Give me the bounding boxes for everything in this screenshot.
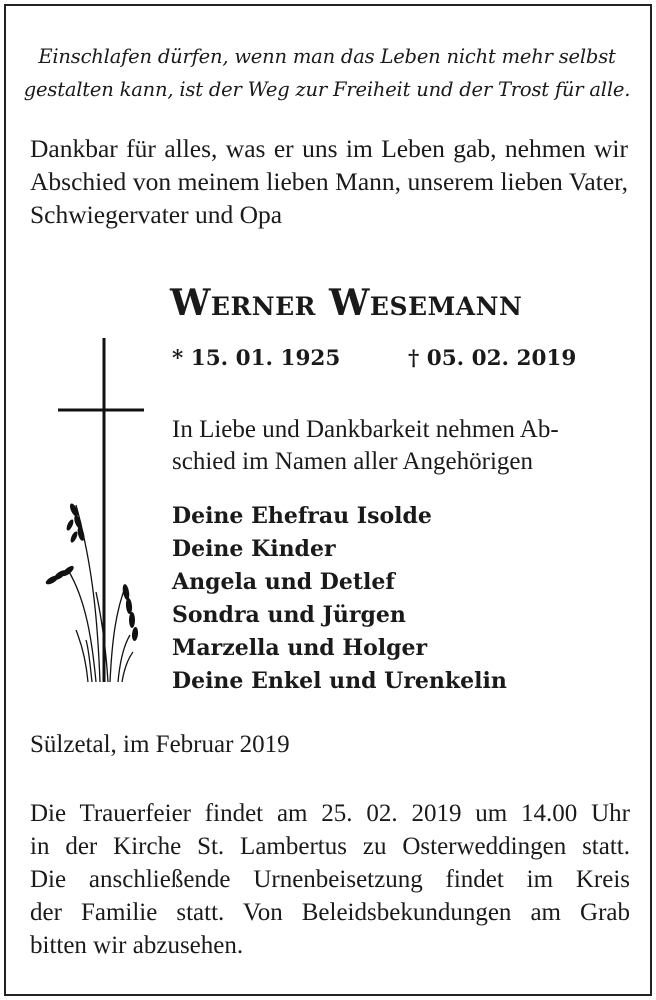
ceremony-line: Die anschließende Urnenbeisetzung findet im Kreis	[30, 866, 630, 893]
farewell-line-1: In Liebe und Dankbarkeit nehmen Ab-	[172, 416, 559, 443]
farewell-message	[172, 414, 618, 478]
family-member: Deine Enkel und Urenkelin	[172, 668, 507, 694]
family-member: Marzella und Holger	[172, 635, 428, 661]
ceremony-line: Die Trauerfeier findet am 25. 02. 2019 um 14.00 Uhr	[30, 800, 630, 827]
motto-line-1: Einschlafen dürfen, wenn man das Leben nicht mehr selbst	[38, 45, 616, 68]
motto-quote	[22, 40, 632, 106]
birth-date: * 15. 01. 1925	[172, 346, 341, 371]
family-member: Deine Kinder	[172, 536, 336, 562]
family-member: Sondra und Jürgen	[172, 602, 406, 628]
deceased-name: Werner Wesemann	[170, 282, 523, 324]
death-date: † 05. 02. 2019	[408, 346, 577, 371]
family-member: Deine Ehefrau Isolde	[172, 503, 432, 529]
cross-with-wheat-icon	[30, 330, 160, 690]
ceremony-info	[30, 797, 630, 962]
ceremony-line: in der Kirche St. Lambertus zu Osterweddingen statt.	[30, 833, 630, 860]
ceremony-line: bitten wir abzusehen.	[30, 932, 244, 959]
family-list	[172, 500, 612, 698]
farewell-line-2: schied im Namen aller Angehörigen	[172, 448, 533, 475]
place-and-date: Sülzetal, im Februar 2019	[30, 731, 290, 758]
motto-line-2: gestalten kann, ist der Weg zur Freiheit und der Trost für alle.	[23, 78, 631, 101]
ceremony-line: der Familie statt. Von Beleidsbekundungen am Grab	[30, 899, 630, 926]
intro-text: Dankbar für alles, was er uns im Leben gab, nehmen wir Abschied von meinem lieben Mann, unserem lieben Vater, Schwiegervater und Opa	[30, 134, 628, 229]
family-member: Angela und Detlef	[172, 569, 395, 595]
